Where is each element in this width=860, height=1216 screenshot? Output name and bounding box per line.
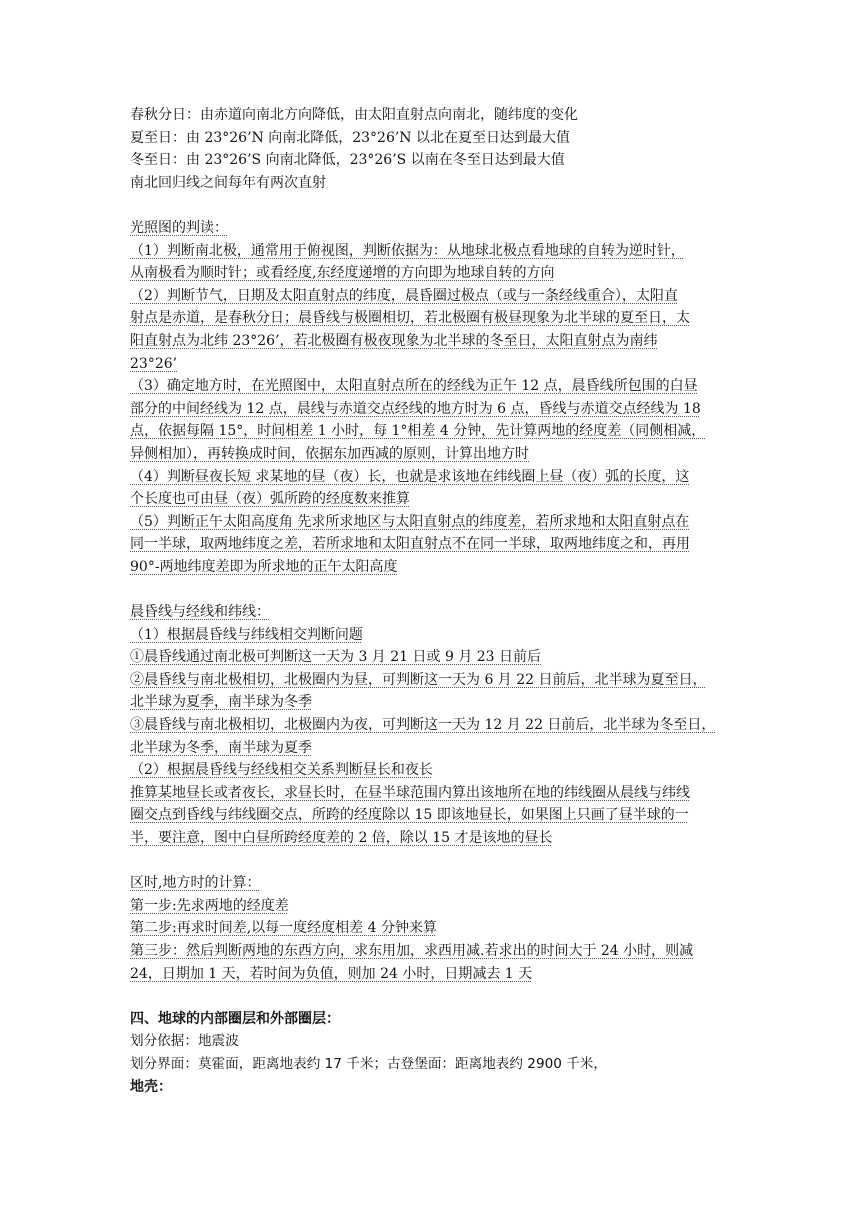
text-line: 夏至日：由 23°26’N 向南北降低，23°26’N 以北在夏至日达到最大值 <box>130 129 571 146</box>
text-line: 部分的中间经线为 12 点，晨线与赤道交点经线的地方时为 6 点，昏线与赤道交点经线为 18 <box>130 400 701 417</box>
text-line: ②晨昏线与南北极相切，北极圈内为昼，可判断这一天为 6 月 22 日前后，北半球为夏至日， <box>130 671 707 688</box>
text-line: ③晨昏线与南北极相切，北极圈内为夜，可判断这一天为 12 月 22 日前后，北半球为冬至日， <box>130 717 716 734</box>
section-title: 区时,地方时的计算： <box>130 875 261 892</box>
text-line: 划分界面：莫霍面，距离地表约 17 千米；古登堡面：距离地表约 2900 千米， <box>130 1055 607 1072</box>
text-line: （1）判断南北极，通常用于俯视图，判断依据为：从地球北极点看地球的自转为逆时针， <box>130 242 685 259</box>
text-line: 南北回归线之间每年有两次直射 <box>130 174 326 191</box>
text-line: 个长度也可由昼（夜）弧所跨的经度数来推算 <box>130 491 410 508</box>
paragraph-gap <box>130 985 742 1008</box>
text-line: （5）判断正午太阳高度角 先求所求地区与太阳直射点的纬度差，若所求地和太阳直射点在 <box>130 513 690 530</box>
solar-altitude-section <box>130 104 742 194</box>
section-heading: 四、地球的内部圈层和外部圈层： <box>130 1010 340 1027</box>
time-calculation-section <box>130 872 742 985</box>
text-line: 从南极看为顺时针；或看经度,东经度递增的方向即为地球自转的方向 <box>130 265 555 282</box>
section-title: 光照图的判读： <box>130 219 228 236</box>
text-line: （4）判断昼夜长短 求某地的昼（夜）长，也就是求该地在纬线圈上昼（夜）弧的长度，这 <box>130 468 690 485</box>
text-line: 24，日期加 1 天，若时间为负值，则加 24 小时，日期减去 1 天 <box>130 965 533 982</box>
text-line: 90°-两地纬度差即为所求地的正午太阳高度 <box>130 558 398 575</box>
text-line: （2）根据晨昏线与经线相交关系判断昼长和夜长 <box>130 762 433 779</box>
text-line: 划分依据：地震波 <box>130 1033 239 1050</box>
text-line: 圈交点到昏线与纬线圈交点，所跨的经度除以 15 即该地昼长，如果图上只画了昼半球的一 <box>130 807 689 824</box>
paragraph-gap <box>130 194 742 217</box>
text-line: 第一步:先求两地的经度差 <box>130 897 289 914</box>
text-line: （1）根据晨昏线与纬线相交判断问题 <box>130 626 363 643</box>
text-line: 第二步:再求时间差,以每一度经度相差 4 分钟来算 <box>130 920 437 937</box>
section-title: 晨昏线与经线和纬线： <box>130 604 270 621</box>
document-body <box>130 104 742 1098</box>
text-line: 北半球为冬季，南半球为夏季 <box>130 739 312 756</box>
text-line: 推算某地昼长或者夜长，求昼长时，在昼半球范围内算出该地所在地的纬线圈从晨线与纬线 <box>130 784 690 801</box>
text-line: 射点是赤道，是春秋分日；晨昏线与极圈相切，若北极圈有极昼现象为北半球的夏至日，太 <box>130 310 690 327</box>
terminator-section <box>130 601 742 850</box>
text-line: 23°26’ <box>130 355 178 372</box>
paragraph-gap <box>130 578 742 601</box>
text-line: ①晨昏线通过南北极可判断这一天为 3 月 21 日或 9 月 23 日前后 <box>130 649 542 666</box>
text-line: 半，要注意，图中白昼所跨经度差的 2 倍，除以 15 才是该地的昼长 <box>130 830 553 846</box>
paragraph-gap <box>130 850 742 873</box>
text-line: 点，依据每隔 15°，时间相差 1 小时，每 1°相差 4 分钟，先计算两地的经度差（同侧相减， <box>130 423 706 440</box>
text-line: 异侧相加），再转换成时间，依据东加西减的原则，计算出地方时 <box>130 445 529 462</box>
subheading-crust: 地壳： <box>130 1078 172 1095</box>
text-line: 阳直射点为北纬 23°26’，若北极圈有极夜现象为北半球的冬至日，太阳直射点为南纬 <box>130 332 658 349</box>
text-line: 冬至日：由 23°26’S 向南北降低，23°26’S 以南在冬至日达到最大值 <box>130 152 565 169</box>
text-line: 第三步：然后判断两地的东西方向，求东用加，求西用减.若求出的时间大于 24 小时，则减 <box>130 942 694 959</box>
earth-spheres-section <box>130 1008 742 1098</box>
text-line: 同一半球，取两地纬度之差，若所求地和太阳直射点不在同一半球，取两地纬度之和，再用 <box>130 536 690 553</box>
text-line: （3）确定地方时，在光照图中，太阳直射点所在的经线为正午 12 点，晨昏线所包围的白昼 <box>130 378 698 395</box>
text-line: 春秋分日：由赤道向南北方向降低，由太阳直射点向南北，随纬度的变化 <box>130 107 578 123</box>
text-line: 北半球为夏季，南半球为冬季 <box>130 694 312 711</box>
text-line: （2）判断节气，日期及太阳直射点的纬度，晨昏圈过极点（或与一条经线重合），太阳直 <box>130 287 678 304</box>
illumination-diagram-section <box>130 217 742 579</box>
